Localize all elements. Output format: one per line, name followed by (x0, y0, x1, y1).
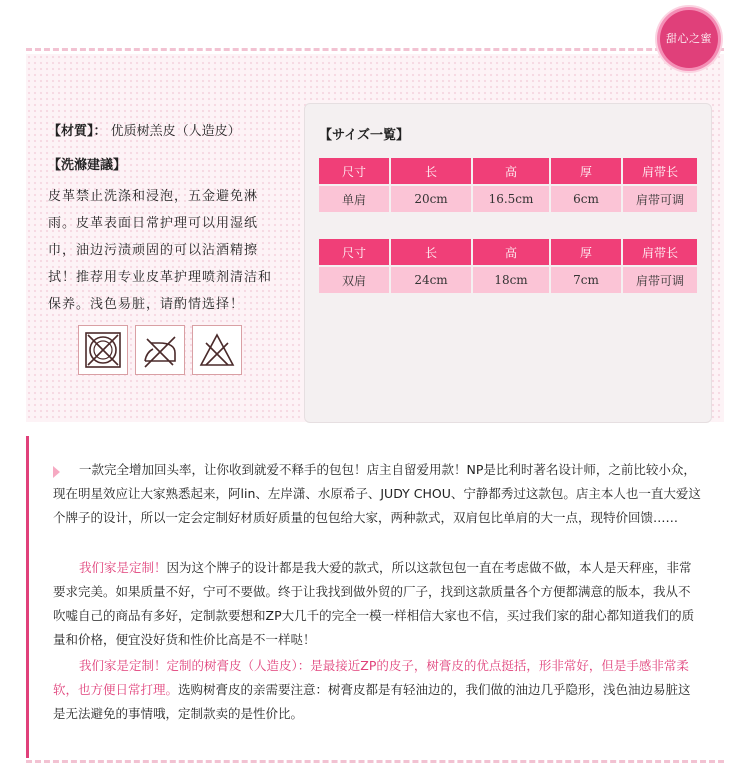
material-value: 优质树羔皮（人造皮） (110, 124, 241, 139)
table-cell: 单肩 (319, 186, 389, 212)
size-chart-box (304, 103, 712, 423)
table-cell: 7cm (551, 267, 621, 293)
header-cell: 高 (473, 239, 549, 265)
table-cell: 24cm (391, 267, 471, 293)
brand-badge: 甜心之蜜 (660, 10, 718, 68)
header-cell: 尺寸 (319, 239, 389, 265)
table-cell: 16.5cm (473, 186, 549, 212)
table-row (319, 267, 697, 293)
size-chart-title: 【サイズ一覧】 (319, 128, 409, 143)
description-section (26, 436, 727, 758)
header-cell: 长 (391, 239, 471, 265)
material-label: 【材質】： (48, 124, 107, 139)
table-cell: 肩带可调 (623, 186, 697, 212)
highlight-text: 我们家是定制！ (79, 560, 167, 575)
header-cell: 厚 (551, 158, 621, 184)
do-not-bleach-icon (192, 325, 242, 375)
header-cell: 长 (391, 158, 471, 184)
table-cell: 18cm (473, 267, 549, 293)
table-row (319, 186, 697, 212)
table-header-row (319, 239, 697, 265)
header-cell: 厚 (551, 239, 621, 265)
table-cell: 20cm (391, 186, 471, 212)
table-cell: 双肩 (319, 267, 389, 293)
paragraph-text: 一款完全增加回头率，让你收到就爱不释手的包包！店主自留爱用款！NP是比利时著名设计师，之前比较小众，现在明星效应让大家熟悉起来，阿lin、左岸潇、水原希子、JUDY CHOU、宁静都秀过这款包。店主本人也一直大爱这个牌子的设计，所以一定会定制好材质好质量的包包给大家，两种款式，双肩包比单肩的大一点，现特价回馈…… (53, 462, 701, 525)
description-paragraph-2 (53, 556, 701, 652)
paragraph-text: 选购树膏皮的亲需要注意：树膏皮都是有轻油边的，我们做的油边几乎隐形，浅色油边易脏这是无法避免的事情哦，定制款卖的是性价比。 (53, 682, 691, 721)
header-cell: 肩带长 (623, 158, 697, 184)
header-cell: 高 (473, 158, 549, 184)
table-cell: 6cm (551, 186, 621, 212)
size-table-double (317, 237, 699, 295)
material-care-info (48, 120, 283, 318)
care-text: 皮革禁止洗涤和浸泡，五金避免淋雨。皮革表面日常护理可以用湿纸巾，油边污渍顽固的可以沾酒精擦拭！推荐用专业皮革护理喷剂清洁和保养。浅色易脏，请酌情选择！ (48, 189, 273, 312)
paragraph-text: 因为这个牌子的设计都是我大爱的款式，所以这款包包一直在考虑做不做，本人是天秤座，非常要求完美。如果质量不好，宁可不要做。终于让我找到做外贸的厂子，找到这款质量各个方便都满意的版本，我从不吹嘘自己的商品有多好，定制款要想和ZP大几千的完全一模一样相信大家也不信，买过我们家的甜心都知道我们的质量和价格，便宜没好货和性价比高是不一样哒！ (53, 560, 695, 647)
header-cell: 肩带长 (623, 239, 697, 265)
highlight-text: 我们家是定制！定制的树膏皮（人造皮）：是最接近ZP的皮子，树膏皮的优点挺括，形非常好，但是手感非常柔软，也方便日常打理。 (53, 658, 689, 697)
size-table-single (317, 156, 699, 214)
top-divider (26, 48, 724, 51)
care-label: 【洗滌建議】 (48, 158, 127, 173)
bottom-divider (26, 760, 724, 763)
do-not-iron-icon (135, 325, 185, 375)
material-line (48, 120, 283, 139)
description-paragraph-1 (53, 458, 701, 530)
do-not-wash-icon (78, 325, 128, 375)
description-paragraph-3 (53, 654, 701, 726)
table-header-row (319, 158, 697, 184)
table-cell: 肩带可调 (623, 267, 697, 293)
header-cell: 尺寸 (319, 158, 389, 184)
